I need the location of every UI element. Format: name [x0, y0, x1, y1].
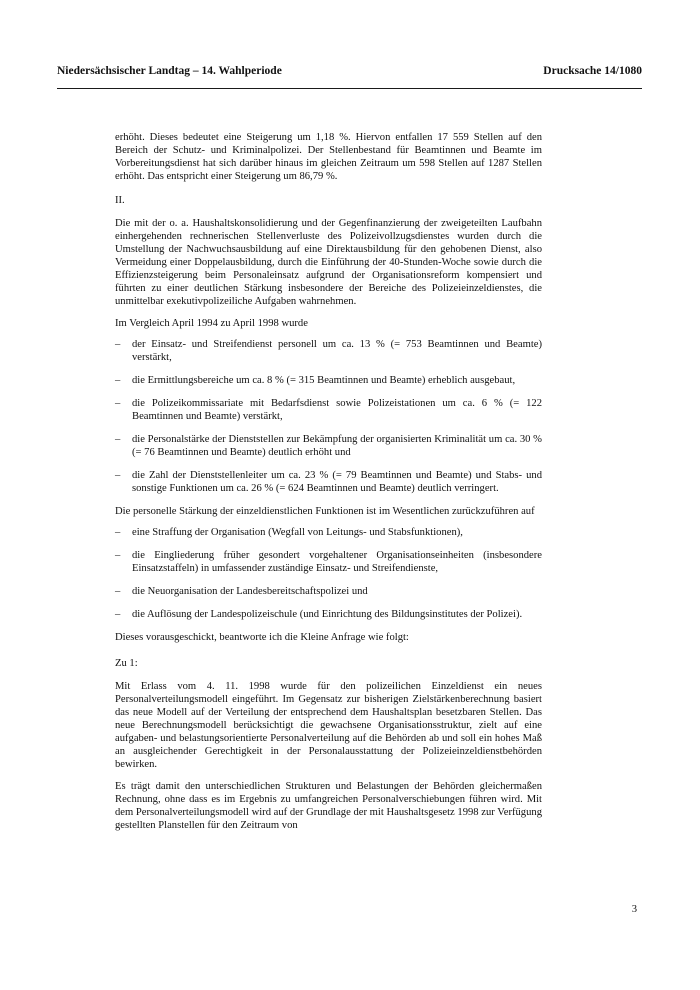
list-item-text: der Einsatz- und Streifendienst personell um ca. 13 % (= 753 Beamtinnen und Beamte) verstärkt, [132, 339, 542, 363]
header-left-title: Niedersächsischer Landtag – 14. Wahlperiode [57, 65, 282, 77]
paragraph-compare-leadin: Im Vergleich April 1994 zu April 1998 wurde [115, 318, 308, 329]
list-item-text: die Zahl der Dienststellenleiter um ca. 23 % (= 79 Beamtinnen und Beamte) und Stabs- und sonstige Funktionen um ca. 26 % (= 624 Beamtinnen und Beamte) deutlich verringert. [132, 470, 542, 494]
dash-list-staerkung [115, 526, 542, 621]
paragraph-zu1-b: Es trägt damit den unterschiedlichen Strukturen und Belastungen der Behörden gleichermaßen Rechnung, ohne dass es im Ergebnis zu umfangreichen Personalverschiebungen führen wird. Mit dem Personalverteilungsmodell wird auf der Grundlage der mit Haushaltsgesetz 1998 zur Verfügung gestellten Planstellen für den Zeitraum von [115, 781, 542, 831]
list-item [115, 585, 542, 598]
list-item-text: die Personalstärke der Dienststellen zur Bekämpfung der organisierten Kriminalität um ca. 30 % (= 76 Beamtinnen und Beamte) deutlich erhöht und [132, 434, 542, 458]
dash-bullet: – [115, 339, 121, 350]
list-item-text: die Ermittlungsbereiche um ca. 8 % (= 315 Beamtinnen und Beamte) erheblich ausgebaut, [132, 375, 516, 386]
dash-bullet: – [115, 375, 121, 386]
list-item [115, 374, 542, 387]
document-header [57, 64, 642, 78]
paragraph-intro: erhöht. Dieses bedeutet eine Steigerung um 1,18 %. Hiervon entfallen 17 559 Stellen auf den Bereich der Schutz- und Kriminalpolizei. Der Stellenbestand für Beamtinnen und Beamte im Vorbereitungsdienst hat sich darüber hinaus im gleichen Zeitraum um 598 Stellen auf 1287 Stellen erhöht. Das entspricht einer Steigerung um 86,79 %. [115, 132, 542, 182]
header-right-docnumber: Drucksache 14/1080 [543, 65, 642, 77]
dash-bullet: – [115, 527, 121, 538]
dash-bullet: – [115, 398, 121, 409]
list-item [115, 433, 542, 459]
list-item-text: die Polizeikommissariate mit Bedarfsdienst sowie Polizeistationen um ca. 6 % (= 122 Beamtinnen und Beamte) verstärkt, [132, 398, 542, 422]
list-item [115, 469, 542, 495]
dash-bullet: – [115, 609, 121, 620]
dash-bullet: – [115, 434, 121, 445]
header-rule [57, 88, 642, 89]
list-item-text: die Neuorganisation der Landesbereitschaftspolizei und [132, 586, 368, 597]
heading-zu1: Zu 1: [115, 658, 138, 669]
paragraph-staerkung-leadin: Die personelle Stärkung der einzeldienstlichen Funktionen ist im Wesentlichen zurückzuführen auf [115, 506, 535, 517]
dash-bullet: – [115, 470, 121, 481]
paragraph-vorausgeschickt: Dieses vorausgeschickt, beantworte ich die Kleine Anfrage wie folgt: [115, 632, 409, 643]
section-heading-ii: II. [115, 195, 125, 206]
list-item [115, 397, 542, 423]
dash-list-compare [115, 338, 542, 495]
page-number: 3 [631, 904, 637, 915]
paragraph-section2: Die mit der o. a. Haushaltskonsolidierung und der Gegenfinanzierung der zweigeteilten Laufbahn einhergehenden rechnerischen Stellenverluste des Polizeivollzugsdienstes wurden durch die Umstellung der Nachwuchsausbildung auf eine Direktausbildung für den gehobenen Dienst, also Vermeidung einer Doppelausbildung, durch die Einführung der 40-Stunden-Woche sowie durch die Effizienzsteigerung beim Personaleinsatz aufgrund der Organisationsreform kompensiert und führten zu einer deutlichen Stärkung insbesondere der Bereiche des Polizeieinzeldienstes, die unmittelbar exekutivpolizeiliche Aufgaben wahrnehmen. [115, 218, 542, 307]
paragraph-zu1-a: Mit Erlass vom 4. 11. 1998 wurde für den polizeilichen Einzeldienst ein neues Personalverteilungsmodell eingeführt. Im Gegensatz zur bisherigen Zielstärkenberechnung basiert das neue Modell auf der Verteilung der entsprechend dem Haushaltsplan besetzbaren Stellen. Das neue Berechnungsmodell berücksichtigt die gewachsene Organisationsstruktur, zielt auf eine aufgaben- und belastungsorientierte Personalverteilung auf die Behörden ab und soll ein hohes Maß an ausgleichender Gerechtigkeit in der Personalausstattung der Polizeieinzeldienstbehörden bewirken. [115, 681, 542, 770]
list-item-text: die Auflösung der Landespolizeischule (und Einrichtung des Bildungsinstitutes der Polizei). [132, 609, 523, 620]
list-item-text: eine Straffung der Organisation (Wegfall von Leitungs- und Stabsfunktionen), [132, 527, 463, 538]
document-body [115, 131, 542, 841]
list-item [115, 526, 542, 539]
dash-bullet: – [115, 550, 121, 561]
list-item [115, 608, 542, 621]
dash-bullet: – [115, 586, 121, 597]
list-item [115, 549, 542, 575]
list-item-text: die Eingliederung früher gesondert vorgehaltener Organisationseinheiten (insbesondere Einsatzstaffeln) in umfassender zuständige Einsatz- und Streifendienste, [132, 550, 542, 574]
list-item [115, 338, 542, 364]
